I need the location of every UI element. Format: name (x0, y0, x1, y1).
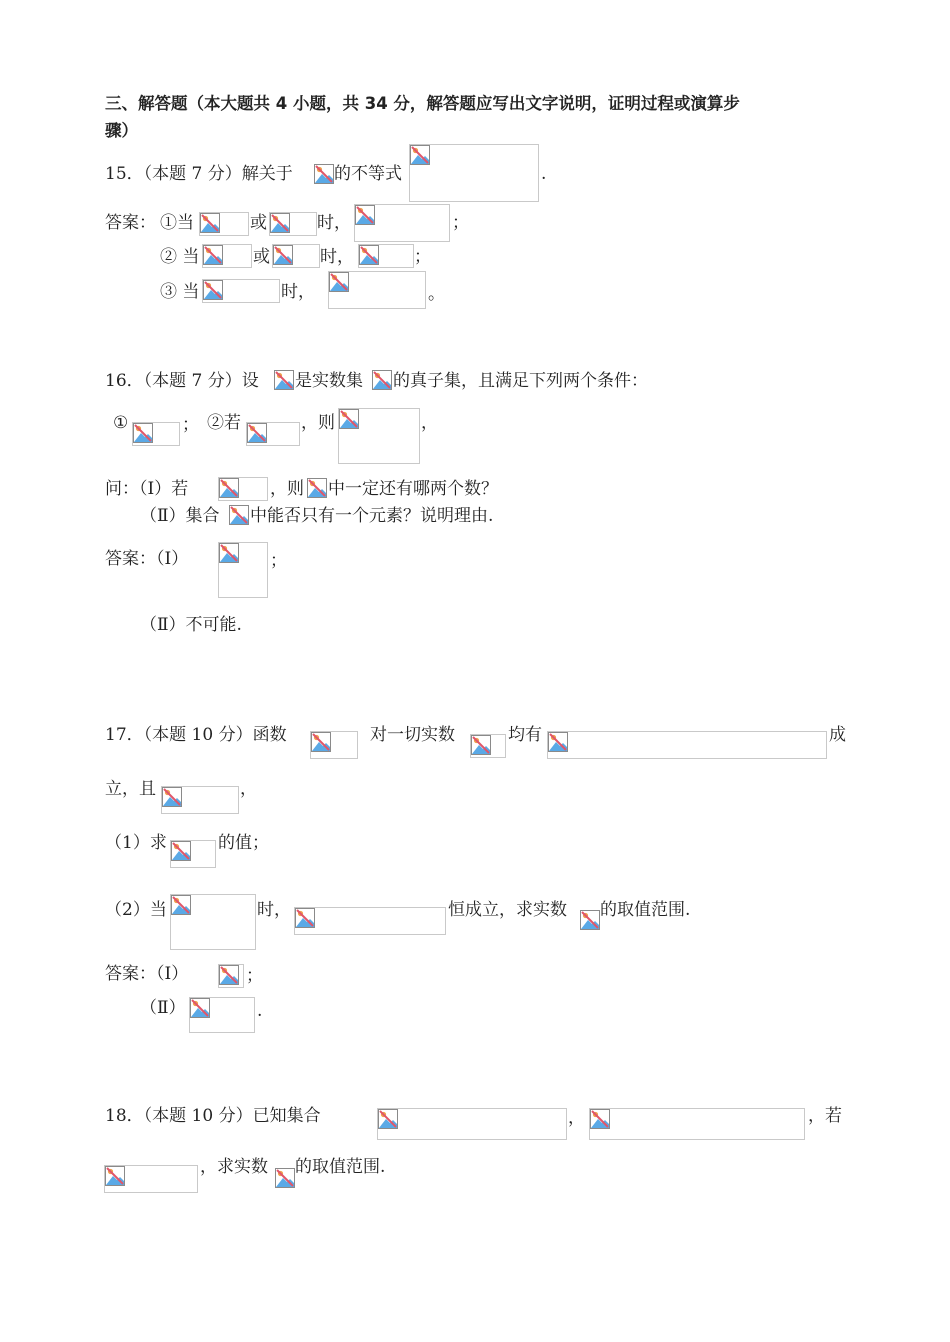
q16-cond1: ① (113, 413, 129, 433)
broken-image-icon (311, 732, 331, 752)
broken-image-icon (273, 245, 293, 265)
broken-image-icon (229, 505, 249, 525)
broken-image-icon (471, 735, 491, 755)
q15-case2-c: 时， (320, 247, 354, 267)
q15-case3-a: ③ 当 (160, 282, 200, 302)
q17-answer2: （Ⅱ） (140, 998, 186, 1018)
q15-stem-a: 15．（本题 7 分）解关于 (105, 164, 293, 184)
q18-stem-a: 18．（本题 10 分）已知集合 (105, 1106, 321, 1126)
q16-ask1-b: ，则 (270, 479, 304, 499)
broken-image-icon (200, 213, 220, 233)
broken-image-icon (590, 1109, 610, 1129)
q17-part2-d: 的取值范围. (600, 900, 691, 920)
q16-stem-c: 的真子集，且满足下列两个条件： (393, 371, 648, 391)
q16-answer-label: 答案：（Ⅰ） (105, 549, 189, 569)
q16-cond-end: ， (421, 413, 438, 433)
q16-ask1-c: 中一定还有哪两个数？ (328, 479, 498, 499)
broken-image-icon (219, 478, 239, 498)
broken-image-icon (355, 205, 375, 225)
q17-part2-a: （2）当 (105, 900, 167, 920)
broken-image-icon (171, 841, 191, 861)
q17-part2-b: 时， (257, 900, 291, 920)
q18-stem-b: ，若 (808, 1106, 842, 1126)
q16-cond-then: ，则 (301, 413, 335, 433)
q16-stem-a: 16．（本题 7 分）设 (105, 371, 259, 391)
broken-image-icon (203, 245, 223, 265)
q16-ask2-b: 中能否只有一个元素？说明理由. (250, 506, 494, 526)
broken-image-icon (203, 280, 223, 300)
q17-line2-end: ， (240, 779, 257, 799)
q17-answer1-end: ； (246, 966, 263, 986)
broken-image-icon (548, 732, 568, 752)
broken-image-icon (580, 910, 600, 930)
q15-case2-a: ② 当 (160, 247, 200, 267)
q15-stem-end: . (541, 164, 547, 184)
q15-case1-c: 时， (317, 213, 351, 233)
q16-answer1-end: ； (270, 551, 287, 571)
q15-case1-end: ； (452, 213, 469, 233)
q16-cond-sep: ； (182, 415, 199, 435)
q15-case1-b: 或 (250, 213, 267, 233)
broken-image-icon (219, 543, 239, 563)
broken-image-icon (307, 478, 327, 498)
q18-stem-sep: ， (568, 1108, 585, 1128)
formula-image-box (377, 1108, 567, 1140)
q18-line2-a: ，求实数 (200, 1157, 268, 1177)
broken-image-icon (219, 965, 239, 985)
q17-stem-b: 对一切实数 (370, 725, 455, 745)
broken-image-icon (171, 895, 191, 915)
broken-image-icon (339, 409, 359, 429)
q15-case1-a: ①当 (160, 213, 194, 233)
broken-image-icon (329, 272, 349, 292)
formula-image-box (547, 731, 827, 759)
q15-answer-label: 答案： (105, 213, 156, 233)
section-heading-line1: 三、解答题（本大题共 4 小题，共 34 分，解答题应写出文字说明，证明过程或演算步 (105, 94, 740, 113)
broken-image-icon (410, 145, 430, 165)
q15-case2-b: 或 (253, 247, 270, 267)
broken-image-icon (247, 423, 267, 443)
broken-image-icon (295, 908, 315, 928)
q16-ask2-a: （Ⅱ）集合 (140, 506, 220, 526)
q18-line2-b: 的取值范围. (295, 1157, 386, 1177)
q15-stem-b: 的不等式 (334, 164, 402, 184)
broken-image-icon (275, 1168, 295, 1188)
broken-image-icon (190, 998, 210, 1018)
broken-image-icon (274, 370, 294, 390)
q17-stem-d: 成 (829, 725, 846, 745)
section-heading-line2: 骤） (105, 121, 138, 140)
q17-part1-b: 的值； (218, 833, 269, 853)
q16-stem-b: 是实数集 (295, 371, 363, 391)
broken-image-icon (162, 787, 182, 807)
q16-answer2: （Ⅱ）不可能. (140, 615, 242, 635)
broken-image-icon (378, 1109, 398, 1129)
broken-image-icon (105, 1166, 125, 1186)
q17-answer2-end: . (257, 1001, 263, 1021)
broken-image-icon (372, 370, 392, 390)
broken-image-icon (314, 164, 334, 184)
q15-case3-c: 时， (281, 282, 315, 302)
q17-stem-c: 均有 (508, 725, 542, 745)
q17-stem-a: 17．（本题 10 分）函数 (105, 725, 287, 745)
formula-image-box (589, 1108, 805, 1140)
q15-case2-end: ； (414, 247, 431, 267)
broken-image-icon (270, 213, 290, 233)
broken-image-icon (359, 245, 379, 265)
q17-part2-c: 恒成立，求实数 (448, 900, 567, 920)
formula-image-box (294, 907, 446, 935)
q17-part1-a: （1）求 (105, 833, 167, 853)
q16-ask1-a: 问：（Ⅰ）若 (105, 479, 189, 499)
q17-answer-label: 答案：（Ⅰ） (105, 964, 189, 984)
q16-cond2: ②若 (207, 413, 241, 433)
q15-case3-end: 。 (428, 284, 445, 304)
broken-image-icon (133, 423, 153, 443)
q17-line2-a: 立，且 (105, 779, 156, 799)
